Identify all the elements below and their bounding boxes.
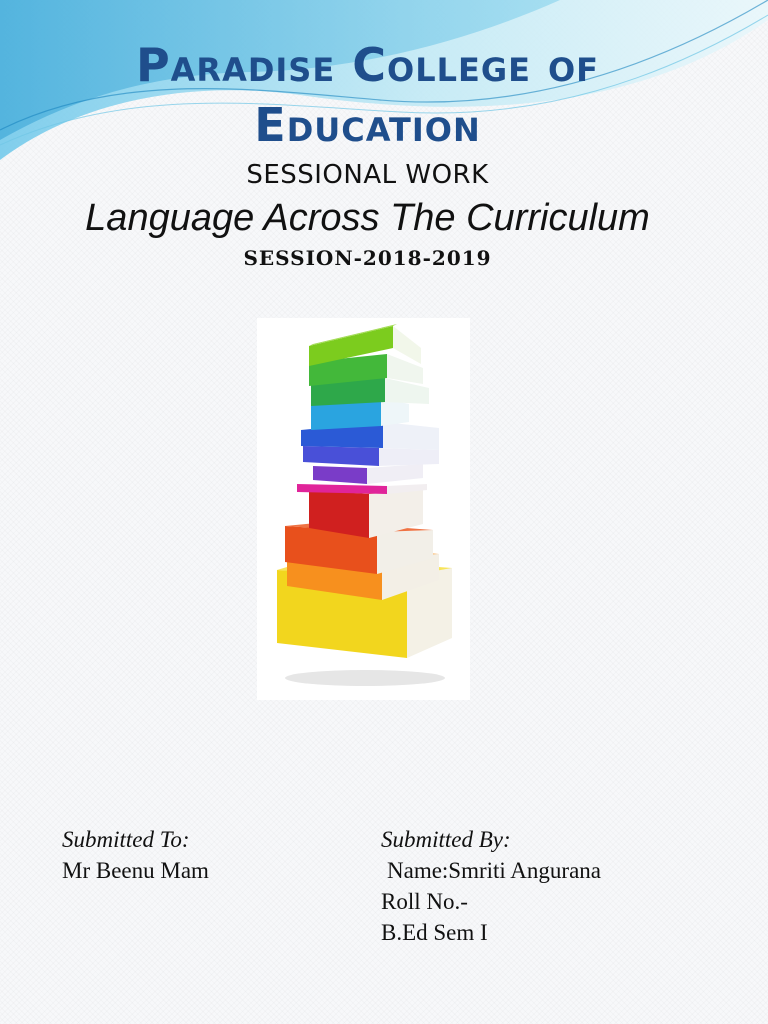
course-title: Language Across The Curriculum (85, 197, 650, 239)
stack-of-books-icon (257, 318, 470, 700)
college-name-line-1: Paradise College of (135, 38, 600, 92)
submitted-to-block (62, 824, 209, 886)
submitted-by-label: Submitted By: (381, 827, 511, 852)
submitted-by-block (381, 824, 601, 948)
session-year: SESSION-2018-2019 (243, 246, 492, 270)
student-name: Name:Smriti Angurana (387, 858, 601, 883)
sessional-work-heading: SESSIONAL WORK (246, 160, 489, 190)
submitted-to-name: Mr Beenu Mam (62, 858, 209, 883)
stack-of-books-image (257, 318, 470, 700)
class-semester: B.Ed Sem I (381, 920, 488, 945)
college-name-line-2: Education (254, 98, 481, 152)
roll-number: Roll No.- (381, 889, 468, 914)
book-violet (313, 464, 423, 484)
submitted-to-label: Submitted To: (62, 827, 190, 852)
